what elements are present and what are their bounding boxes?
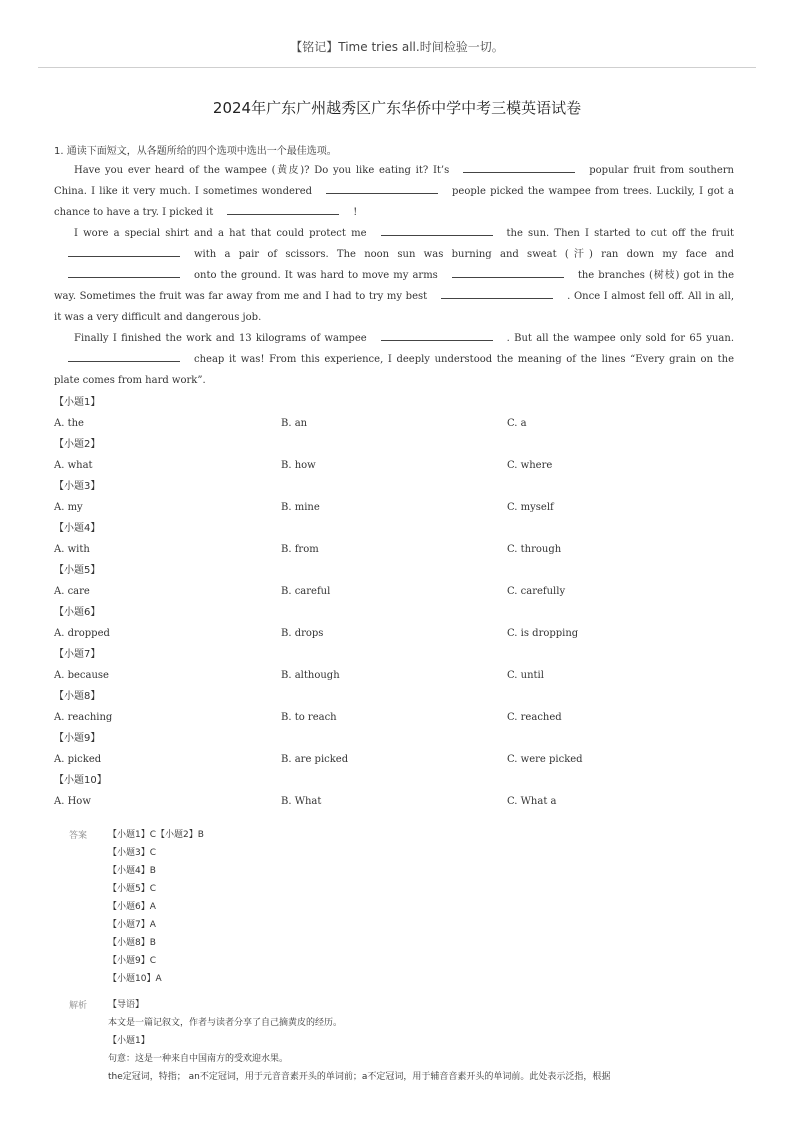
question-instruction: 1. 通读下面短文，从各题所给的四个选项中选出一个最佳选项。 xyxy=(54,146,337,157)
answer-blank-6 xyxy=(68,267,180,278)
subquestion-label: 【小题10】 xyxy=(54,775,107,786)
option-a[interactable]: A. care xyxy=(54,586,90,597)
option-b[interactable]: B. drops xyxy=(281,628,324,639)
option-a[interactable]: A. what xyxy=(54,460,93,471)
passage-paragraph-2: I wore a special shirt and a hat that could protect me the sun. Then I started to cut off the fruitwith a pair of scissors. The noon sun was burning and sweat (汗) ran down my face andonto the ground. It was hard to move my arms the branches (树枝) got in the way. Sometimes the fruit was far away from me and I had to try my best . Once I almost fell off. All in all, it was a very difficult and dangerous job. xyxy=(54,223,734,328)
explanation-line: the定冠词，特指； an不定冠词，用于元音音素开头的单词前；a不定冠词，用于辅音音素开头的单词前。此处表示泛指，根据 xyxy=(108,1072,611,1082)
option-a[interactable]: A. How xyxy=(54,796,91,807)
option-a[interactable]: A. the xyxy=(54,418,84,429)
option-c[interactable]: C. were picked xyxy=(507,754,583,765)
option-row xyxy=(54,413,744,434)
subquestion-label: 【小题1】 xyxy=(54,397,101,408)
option-b[interactable]: B. from xyxy=(281,544,319,555)
option-row xyxy=(54,749,744,770)
option-list xyxy=(54,392,744,812)
answer-line: 【小题3】C xyxy=(108,848,157,858)
option-c[interactable]: C. through xyxy=(507,544,562,555)
explanation-line: 【导语】 xyxy=(108,1000,145,1010)
option-a[interactable]: A. dropped xyxy=(54,628,110,639)
option-a[interactable]: A. picked xyxy=(54,754,102,765)
option-c[interactable]: C. myself xyxy=(507,502,554,513)
passage-paragraph-1: Have you ever heard of the wampee (黄皮)? Do you like eating it? It’s popular fruit from southern China. I like it very much. I sometimes wondered people picked the wampee from trees. Luckily, I got a chance to have a try. I picked it ! xyxy=(54,160,734,223)
answer-line: 【小题7】A xyxy=(108,920,156,930)
subquestion-label: 【小题8】 xyxy=(54,691,101,702)
option-row xyxy=(54,539,744,560)
answer-line: 【小题6】A xyxy=(108,902,156,912)
option-b[interactable]: B. mine xyxy=(281,502,320,513)
subquestion-label: 【小题6】 xyxy=(54,607,101,618)
answer-blank-1 xyxy=(463,162,575,173)
answer-line: 【小题4】B xyxy=(108,866,156,876)
option-b[interactable]: B. What xyxy=(281,796,322,807)
option-row xyxy=(54,791,744,812)
answer-line: 【小题10】A xyxy=(108,974,162,984)
option-b[interactable]: B. are picked xyxy=(281,754,349,765)
option-a[interactable]: A. reaching xyxy=(54,712,113,723)
option-c[interactable]: C. is dropping xyxy=(507,628,579,639)
subquestion-label: 【小题4】 xyxy=(54,523,101,534)
explanation-line: 【小题1】 xyxy=(108,1036,150,1046)
option-c[interactable]: C. What a xyxy=(507,796,557,807)
option-row xyxy=(54,581,744,602)
explanation-line: 本文是一篇记叙文，作者与读者分享了自己摘黄皮的经历。 xyxy=(108,1018,343,1028)
subquestion-label: 【小题7】 xyxy=(54,649,101,660)
option-c[interactable]: C. until xyxy=(507,670,544,681)
option-b[interactable]: B. careful xyxy=(281,586,331,597)
explanation-line: 句意：这是一种来自中国南方的受欢迎水果。 xyxy=(108,1054,289,1064)
answer-blank-10 xyxy=(68,351,180,362)
option-c[interactable]: C. where xyxy=(507,460,553,471)
option-b[interactable]: B. although xyxy=(281,670,340,681)
exam-title: 2024年广东广州越秀区广东华侨中学中考三模英语试卷 xyxy=(212,99,582,117)
answer-blank-8 xyxy=(441,288,553,299)
header-divider xyxy=(38,67,756,68)
answer-line: 【小题8】B xyxy=(108,938,156,948)
answer-blank-9 xyxy=(381,330,493,341)
answer-line: 【小题9】C xyxy=(108,956,157,966)
reading-passage xyxy=(54,160,734,391)
option-row xyxy=(54,623,744,644)
option-b[interactable]: B. an xyxy=(281,418,308,429)
option-a[interactable]: A. with xyxy=(54,544,90,555)
answer-blank-3 xyxy=(227,204,339,215)
option-row xyxy=(54,665,744,686)
option-row xyxy=(54,455,744,476)
option-c[interactable]: C. a xyxy=(507,418,527,429)
option-b[interactable]: B. how xyxy=(281,460,316,471)
option-row xyxy=(54,497,744,518)
option-a[interactable]: A. because xyxy=(54,670,109,681)
option-c[interactable]: C. carefully xyxy=(507,586,566,597)
answer-list xyxy=(108,826,204,988)
option-row xyxy=(54,707,744,728)
passage-paragraph-3: Finally I finished the work and 13 kilograms of wampee . But all the wampee only sold for 65 yuan.cheap it was! From this experience, I deeply understood the meaning of the lines “Every grain on the plate comes from hard work”. xyxy=(54,328,734,391)
subquestion-label: 【小题9】 xyxy=(54,733,101,744)
answer-blank-4 xyxy=(381,225,493,236)
answer-blank-7 xyxy=(452,267,564,278)
option-a[interactable]: A. my xyxy=(54,502,83,513)
subquestion-label: 【小题5】 xyxy=(54,565,101,576)
answer-blank-5 xyxy=(68,246,180,257)
answer-label: 答案 xyxy=(69,831,88,841)
subquestion-label: 【小题2】 xyxy=(54,439,101,450)
answer-line: 【小题5】C xyxy=(108,884,157,894)
option-c[interactable]: C. reached xyxy=(507,712,562,723)
page-motto: 【铭记】Time tries all.时间检验一切。 xyxy=(290,40,504,54)
explanation-block xyxy=(108,996,748,1086)
subquestion-label: 【小题3】 xyxy=(54,481,101,492)
explanation-label: 解析 xyxy=(69,1001,88,1011)
answer-line: 【小题1】C【小题2】B xyxy=(108,830,204,840)
option-b[interactable]: B. to reach xyxy=(281,712,337,723)
answer-blank-2 xyxy=(326,183,438,194)
